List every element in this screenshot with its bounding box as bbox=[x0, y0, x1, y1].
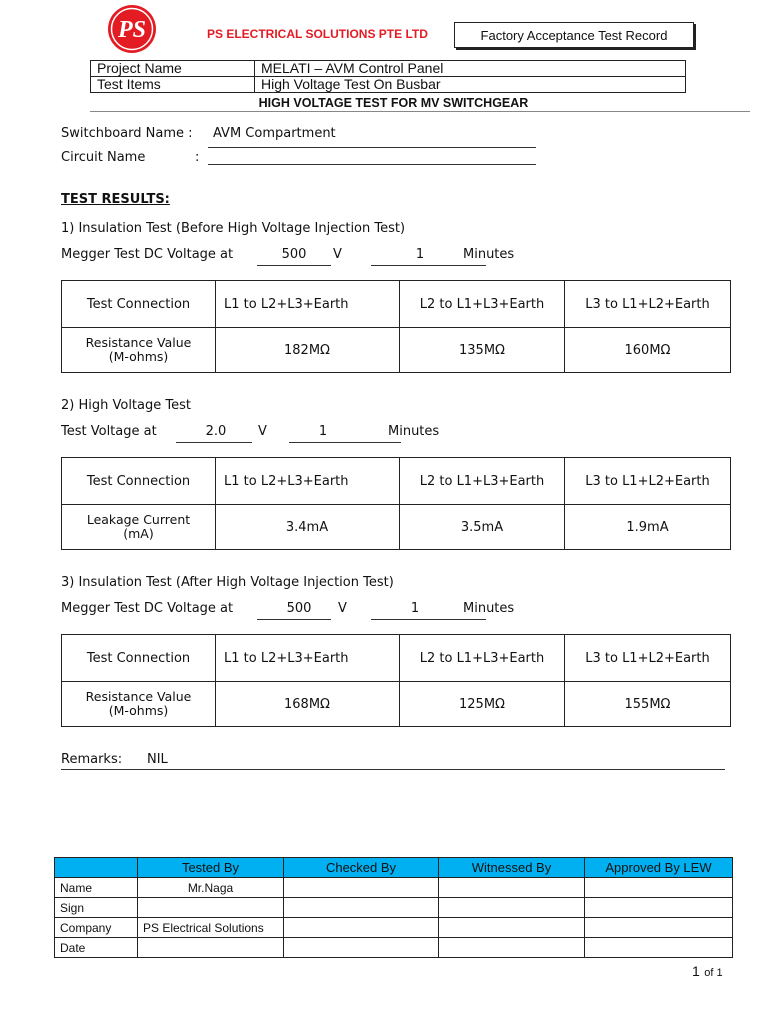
signoff-date-checked[interactable] bbox=[284, 938, 439, 958]
signoff-sign-witnessed[interactable] bbox=[439, 898, 585, 918]
section1-value-l1: 182MΩ bbox=[216, 328, 400, 373]
signoff-row-label: Sign bbox=[55, 898, 138, 918]
signoff-name-tested[interactable]: Mr.Naga bbox=[138, 878, 284, 898]
section2-voltage: 2.0 bbox=[205, 424, 227, 439]
section3-duration: 1 bbox=[410, 601, 420, 616]
signoff-company-approved[interactable] bbox=[585, 918, 733, 938]
test-results-title: TEST RESULTS: bbox=[61, 192, 170, 207]
signoff-row-company bbox=[55, 918, 733, 938]
section1-duration: 1 bbox=[415, 247, 425, 262]
section3-voltage-unit: V bbox=[338, 601, 347, 616]
project-info-table bbox=[90, 60, 686, 93]
section1-header-l1: L1 to L2+L3+Earth bbox=[216, 281, 400, 328]
signoff-corner bbox=[55, 858, 138, 878]
section3-param-label: Megger Test DC Voltage at bbox=[61, 601, 234, 616]
signoff-date-approved[interactable] bbox=[585, 938, 733, 958]
section1-header-connection: Test Connection bbox=[62, 281, 216, 328]
section1-voltage-unit: V bbox=[333, 247, 342, 262]
signoff-row-name bbox=[55, 878, 733, 898]
section2-title: 2) High Voltage Test bbox=[61, 398, 191, 413]
section1-row-label: Resistance Value (M-ohms) bbox=[62, 328, 216, 373]
section3-duration-line bbox=[371, 619, 486, 620]
section1-title: 1) Insulation Test (Before High Voltage Injection Test) bbox=[61, 221, 406, 236]
signoff-row-label: Name bbox=[55, 878, 138, 898]
remarks-label: Remarks: bbox=[61, 752, 123, 767]
project-name-value: MELATI – AVM Control Panel bbox=[255, 61, 686, 77]
section3-value-l2: 125MΩ bbox=[400, 682, 565, 727]
signoff-col-tested: Tested By bbox=[138, 858, 284, 878]
section3-duration-unit: Minutes bbox=[463, 601, 515, 616]
signoff-col-witnessed: Witnessed By bbox=[439, 858, 585, 878]
section2-duration-unit: Minutes bbox=[388, 424, 440, 439]
signoff-sign-checked[interactable] bbox=[284, 898, 439, 918]
section3-header-l2: L2 to L1+L3+Earth bbox=[400, 635, 565, 682]
signoff-sign-tested[interactable] bbox=[138, 898, 284, 918]
section2-header-connection: Test Connection bbox=[62, 458, 216, 505]
section3-header-connection: Test Connection bbox=[62, 635, 216, 682]
section1-value-l2: 135MΩ bbox=[400, 328, 565, 373]
section1-voltage: 500 bbox=[281, 247, 307, 262]
section1-results-table bbox=[61, 280, 731, 373]
signoff-header-row bbox=[55, 858, 733, 878]
signoff-date-tested[interactable] bbox=[138, 938, 284, 958]
test-items-value: High Voltage Test On Busbar bbox=[255, 77, 686, 93]
section1-value-l3: 160MΩ bbox=[565, 328, 731, 373]
section2-param-label: Test Voltage at bbox=[61, 424, 157, 439]
record-title-box bbox=[454, 22, 694, 48]
section1-header-l3: L3 to L1+L2+Earth bbox=[565, 281, 731, 328]
signoff-row-date bbox=[55, 938, 733, 958]
section1-voltage-line bbox=[257, 265, 331, 266]
section2-voltage-unit: V bbox=[258, 424, 267, 439]
switchboard-value: AVM Compartment bbox=[213, 126, 336, 141]
signoff-col-checked: Checked By bbox=[284, 858, 439, 878]
signoff-name-witnessed[interactable] bbox=[439, 878, 585, 898]
section1-header-l2: L2 to L1+L3+Earth bbox=[400, 281, 565, 328]
signoff-row-sign bbox=[55, 898, 733, 918]
section1-duration-unit: Minutes bbox=[463, 247, 515, 262]
page-total: of 1 bbox=[704, 967, 723, 979]
section3-title: 3) Insulation Test (After High Voltage Injection Test) bbox=[61, 575, 394, 590]
section3-row-label: Resistance Value (M-ohms) bbox=[62, 682, 216, 727]
switchboard-underline bbox=[208, 147, 536, 148]
section2-value-l3: 1.9mA bbox=[565, 505, 731, 550]
section2-duration-line bbox=[289, 442, 401, 443]
remarks-value: NIL bbox=[147, 752, 168, 767]
section2-header-l1: L1 to L2+L3+Earth bbox=[216, 458, 400, 505]
signoff-company-checked[interactable] bbox=[284, 918, 439, 938]
section3-voltage-line bbox=[257, 619, 331, 620]
section2-duration: 1 bbox=[318, 424, 328, 439]
section3-voltage: 500 bbox=[286, 601, 312, 616]
section2-value-l1: 3.4mA bbox=[216, 505, 400, 550]
signoff-company-witnessed[interactable] bbox=[439, 918, 585, 938]
section3-header-l3: L3 to L1+L2+Earth bbox=[565, 635, 731, 682]
page-number bbox=[692, 963, 723, 981]
section3-header-l1: L1 to L2+L3+Earth bbox=[216, 635, 400, 682]
signoff-company-tested[interactable]: PS Electrical Solutions bbox=[138, 918, 284, 938]
section1-duration-line bbox=[371, 265, 486, 266]
company-name: PS ELECTRICAL SOLUTIONS PTE LTD bbox=[207, 27, 428, 41]
company-logo bbox=[107, 4, 157, 54]
section1-param-label: Megger Test DC Voltage at bbox=[61, 247, 234, 262]
section2-results-table bbox=[61, 457, 731, 550]
document-title: HIGH VOLTAGE TEST FOR MV SWITCHGEAR bbox=[258, 96, 529, 110]
switchboard-label: Switchboard Name : bbox=[61, 126, 193, 141]
signoff-name-checked[interactable] bbox=[284, 878, 439, 898]
record-title: Factory Acceptance Test Record bbox=[480, 27, 668, 43]
signoff-row-label: Date bbox=[55, 938, 138, 958]
signoff-date-witnessed[interactable] bbox=[439, 938, 585, 958]
svg-text:PS: PS bbox=[117, 17, 147, 43]
section3-value-l3: 155MΩ bbox=[565, 682, 731, 727]
remarks-underline bbox=[61, 769, 725, 770]
signoff-name-approved[interactable] bbox=[585, 878, 733, 898]
page-current: 1 bbox=[692, 963, 700, 979]
title-divider bbox=[90, 111, 750, 112]
circuit-colon: : bbox=[195, 150, 200, 165]
section2-value-l2: 3.5mA bbox=[400, 505, 565, 550]
test-items-label: Test Items bbox=[91, 77, 255, 93]
signoff-row-label: Company bbox=[55, 918, 138, 938]
signoff-sign-approved[interactable] bbox=[585, 898, 733, 918]
section3-value-l1: 168MΩ bbox=[216, 682, 400, 727]
section2-header-l2: L2 to L1+L3+Earth bbox=[400, 458, 565, 505]
circuit-label: Circuit Name bbox=[61, 150, 146, 165]
section2-row-label: Leakage Current (mA) bbox=[62, 505, 216, 550]
project-name-label: Project Name bbox=[91, 61, 255, 77]
signoff-col-approved: Approved By LEW bbox=[585, 858, 733, 878]
section2-header-l3: L3 to L1+L2+Earth bbox=[565, 458, 731, 505]
section3-results-table bbox=[61, 634, 731, 727]
circuit-name-field[interactable] bbox=[208, 164, 536, 165]
section2-voltage-line bbox=[176, 442, 252, 443]
signoff-table bbox=[54, 857, 733, 958]
